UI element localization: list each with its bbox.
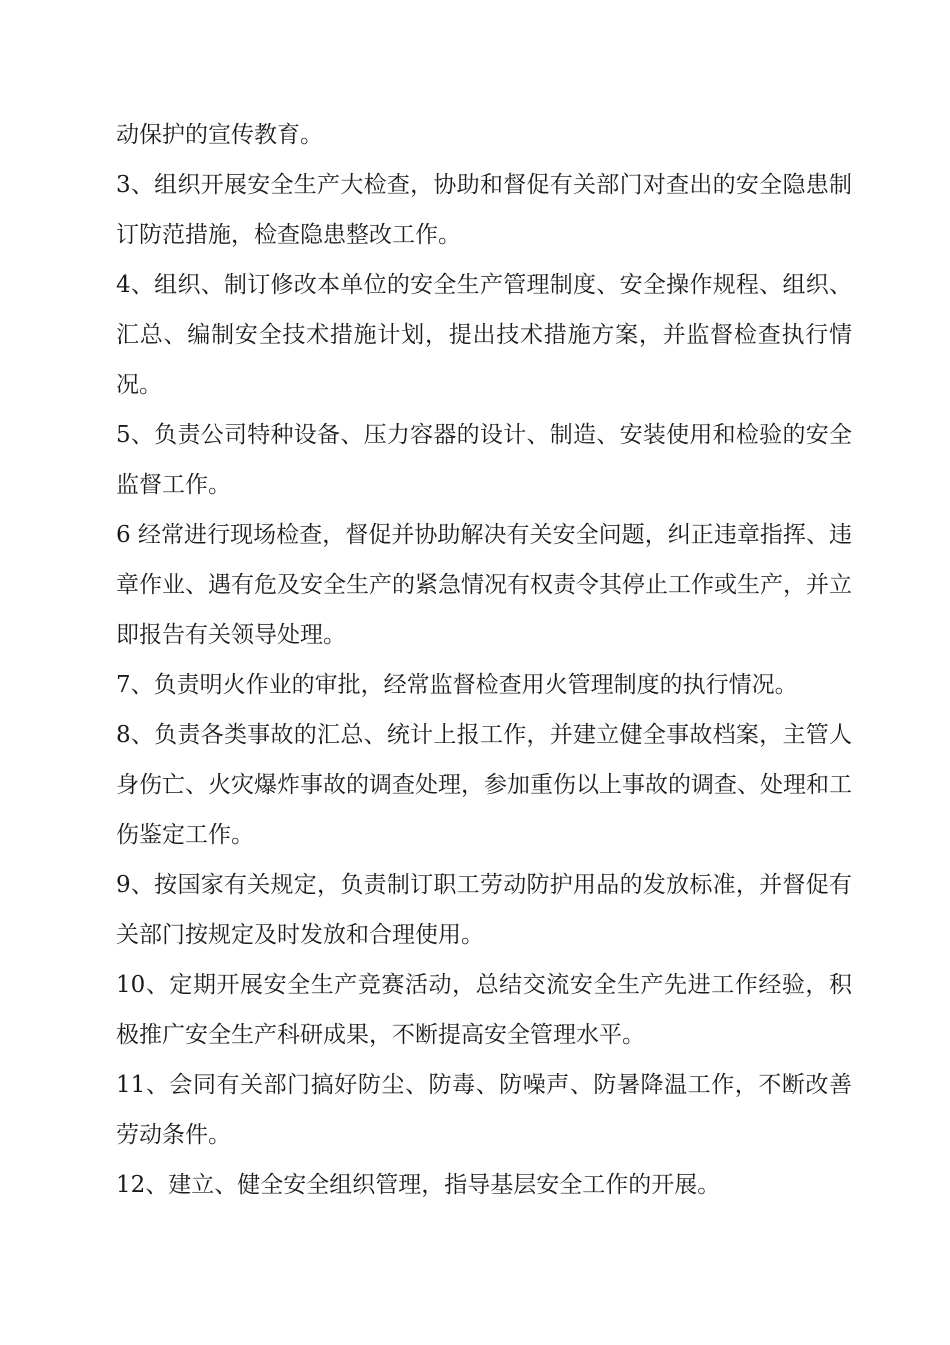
paragraph-item-9: 9、按国家有关规定，负责制订职工劳动防护用品的发放标准，并督促有关部门按规定及时发放和合理使用。 (116, 872, 852, 948)
paragraph-item-3: 3、组织开展安全生产大检查，协助和督促有关部门对查出的安全隐患制订防范措施，检查隐患整改工作。 (116, 172, 852, 248)
paragraph-item-10: 10、定期开展安全生产竞赛活动，总结交流安全生产先进工作经验，积极推广安全生产科研成果，不断提高安全管理水平。 (116, 972, 852, 1048)
paragraph-item-12: 12、建立、健全安全组织管理，指导基层安全工作的开展。 (116, 1172, 721, 1198)
paragraph-item-5: 5、负责公司特种设备、压力容器的设计、制造、安装使用和检验的安全监督工作。 (116, 422, 852, 498)
paragraph-item-8: 8、负责各类事故的汇总、统计上报工作，并建立健全事故档案，主管人身伤亡、火灾爆炸事故的调查处理，参加重伤以上事故的调查、处理和工伤鉴定工作。 (116, 722, 852, 848)
paragraph-item-7: 7、负责明火作业的审批，经常监督检查用火管理制度的执行情况。 (116, 672, 798, 698)
document-page (116, 110, 852, 1210)
paragraph-item-4: 4、组织、制订修改本单位的安全生产管理制度、安全操作规程、组织、汇总、编制安全技术措施计划，提出技术措施方案，并监督检查执行情况。 (116, 272, 852, 398)
paragraph-item-6: 6 经常进行现场检查，督促并协助解决有关安全问题，纠正违章指挥、违章作业、遇有危及安全生产的紧急情况有权责令其停止工作或生产，并立即报告有关领导处理。 (116, 522, 852, 648)
paragraph-continuation: 动保护的宣传教育。 (116, 122, 323, 148)
paragraph-item-11: 11、会同有关部门搞好防尘、防毒、防噪声、防暑降温工作，不断改善劳动条件。 (116, 1072, 852, 1148)
